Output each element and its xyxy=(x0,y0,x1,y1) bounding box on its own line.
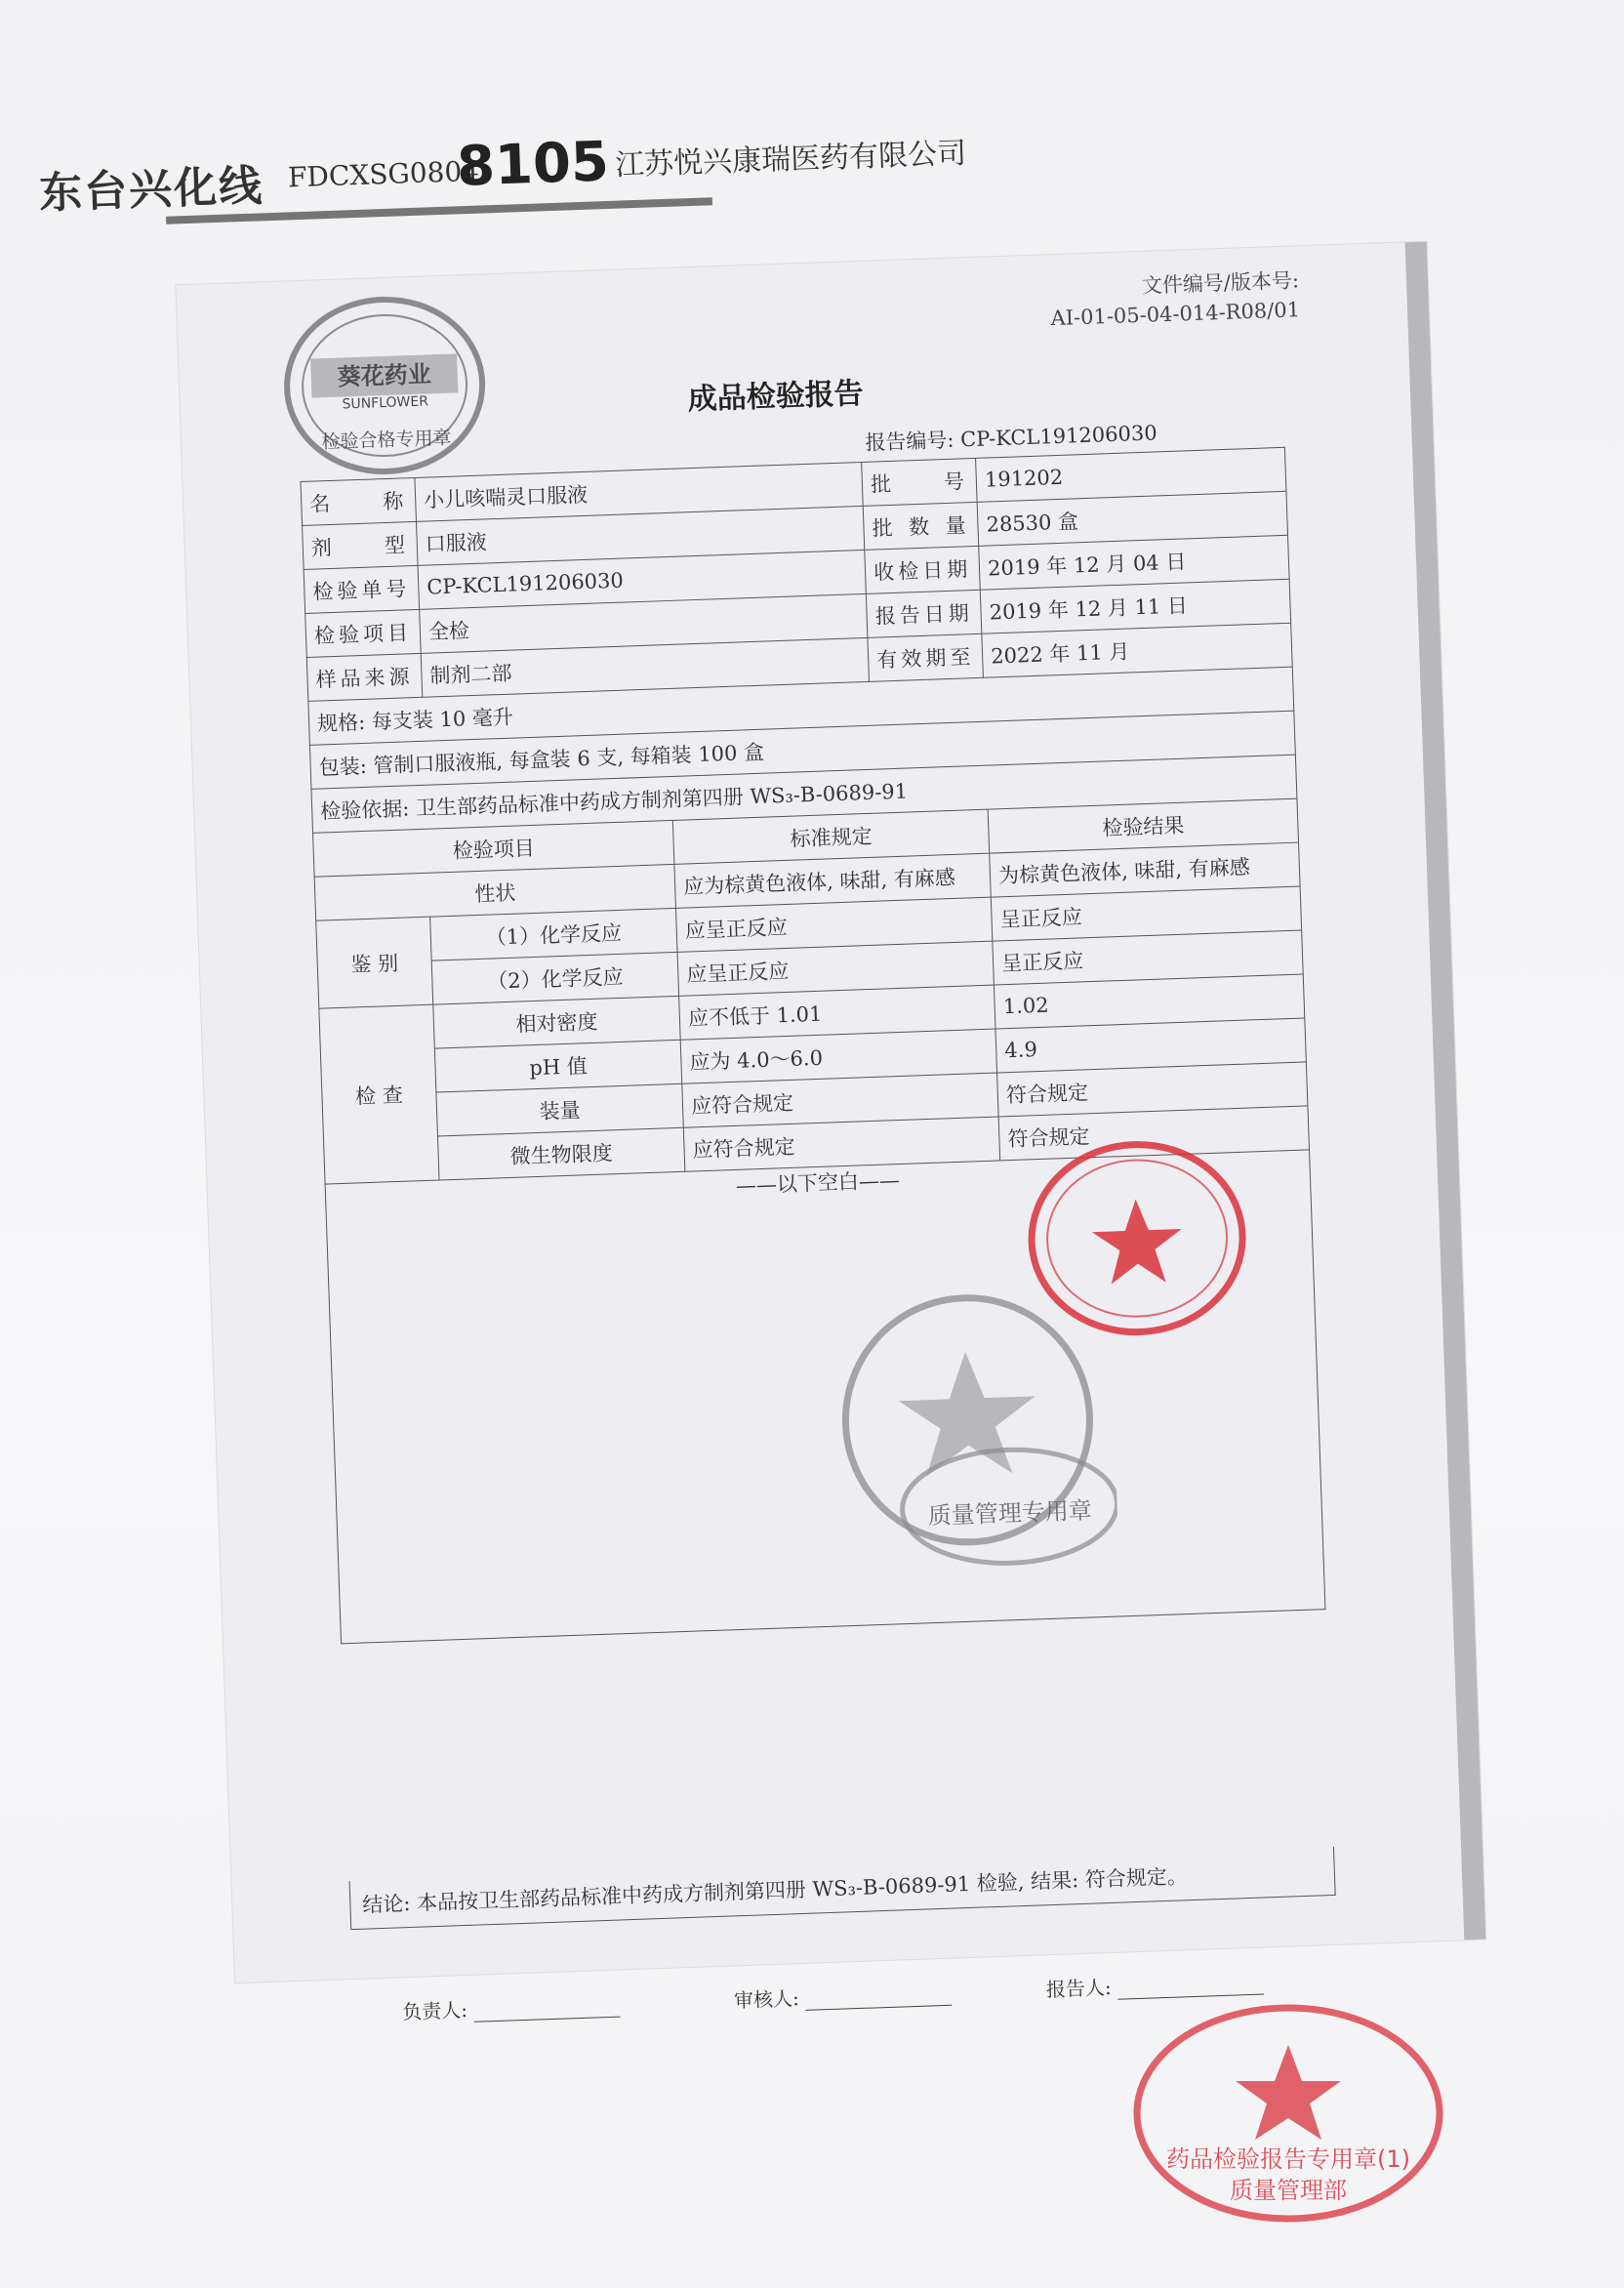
batch-value: 191202 xyxy=(976,447,1286,502)
check-2-name: pH 值 xyxy=(434,1040,681,1092)
identify-1-standard: 应呈正反应 xyxy=(676,897,993,952)
spec-row: 规格: 每支装 10 毫升 xyxy=(308,667,1294,745)
reporter-label: 报告人: xyxy=(1045,1975,1112,2002)
red-seal-stamp xyxy=(1016,1126,1258,1349)
quantity-label: 批数量 xyxy=(863,502,978,550)
check-3-result: 符合规定 xyxy=(997,1062,1308,1117)
expiry-value: 2022 年 11 月 xyxy=(982,623,1292,677)
code-prefix: FDCXSG0804 xyxy=(287,154,480,194)
check-item-label: 检验项目 xyxy=(305,609,421,657)
reviewer-label: 审核人: xyxy=(733,1986,800,2013)
inspection-report-stamp xyxy=(1122,1991,1454,2235)
basis-row: 检验依据: 卫生部药品标准中药成方制剂第四册 WS₃-B-0689-91 xyxy=(311,755,1297,833)
identify-2-name: （2）化学反应 xyxy=(431,952,678,1004)
form-label: 剂 型 xyxy=(303,521,418,569)
col-item-header: 检验项目 xyxy=(313,820,674,877)
check-1-name: 相对密度 xyxy=(433,996,680,1048)
trait-name: 性状 xyxy=(314,864,675,920)
check-4-standard: 应符合规定 xyxy=(683,1117,999,1171)
identify-2-result: 呈正反应 xyxy=(993,930,1303,985)
col-standard-header: 标准规定 xyxy=(672,809,989,864)
bottom-stamp-text: 药品检验报告专用章(1) xyxy=(1166,2145,1410,2173)
name-label: 名 称 xyxy=(301,477,416,525)
seal-brand: 葵花药业 xyxy=(337,360,432,391)
col-result-header: 检验结果 xyxy=(988,798,1298,853)
report-date-label: 报告日期 xyxy=(867,590,982,637)
report-title: 成品检验报告 xyxy=(687,376,865,418)
check-2-result: 4.9 xyxy=(995,1018,1306,1073)
sample-source-value: 制剂二部 xyxy=(421,637,869,697)
file-number-value: AI-01-05-04-014-R08/01 xyxy=(1050,298,1301,331)
batch-label: 批 号 xyxy=(862,458,977,506)
blank-note: ——以下空白—— xyxy=(325,1150,1325,1644)
receive-date-value: 2019 年 12 月 04 日 xyxy=(979,535,1289,590)
identify-1-name: （1）化学反应 xyxy=(430,908,677,960)
identify-1-result: 呈正反应 xyxy=(991,886,1301,941)
check-4-name: 微生物限度 xyxy=(437,1127,684,1180)
responsible-label: 负责人: xyxy=(401,1998,468,2024)
seal-bottom: 检验合格专用章 xyxy=(321,427,452,454)
form-value: 口服液 xyxy=(416,506,864,565)
trait-standard: 应为棕黄色液体, 味甜, 有麻感 xyxy=(674,853,991,908)
identify-2-standard: 应呈正反应 xyxy=(677,941,994,996)
seal-brand-en: SUNFLOWER xyxy=(342,393,429,413)
check-group: 检 查 xyxy=(319,1004,439,1184)
quantity-value: 28530 盒 xyxy=(977,491,1287,546)
company-name: 江苏悦兴康瑞医药有限公司 xyxy=(614,136,967,184)
check-1-standard: 应不低于 1.01 xyxy=(679,985,995,1040)
check-number-label: 检验单号 xyxy=(304,565,419,613)
reviewer-line xyxy=(805,1980,953,2011)
check-item-value: 全检 xyxy=(420,593,868,653)
sample-source-label: 样品来源 xyxy=(306,653,422,701)
header-strip xyxy=(0,115,976,232)
report-table xyxy=(300,447,1325,1645)
name-value: 小儿咳喘灵口服液 xyxy=(415,462,863,521)
check-2-standard: 应为 4.0～6.0 xyxy=(680,1029,996,1083)
report-sheet xyxy=(176,242,1485,2024)
conclusion: 结论: 本品按卫生部药品标准中药成方制剂第四册 WS₃-B-0689-91 检验, 结果: 符合规定。 xyxy=(349,1847,1336,1930)
responsible-signature xyxy=(402,1989,621,2025)
check-3-standard: 应符合规定 xyxy=(682,1073,998,1127)
trait-result: 为棕黄色液体, 味甜, 有麻感 xyxy=(990,842,1300,897)
check-1-result: 1.02 xyxy=(995,974,1305,1029)
identify-group: 鉴 别 xyxy=(316,917,433,1008)
report-number: 报告编号: CP-KCL191206030 xyxy=(865,421,1157,455)
reviewer-signature xyxy=(734,1978,953,2014)
check-4-result: 符合规定 xyxy=(998,1106,1309,1161)
bottom-stamp-sub: 质量管理部 xyxy=(1230,2177,1347,2204)
code-number: 8105 xyxy=(455,130,610,199)
receive-date-label: 收检日期 xyxy=(865,546,980,593)
check-3-name: 装量 xyxy=(436,1083,683,1136)
check-number-value: CP-KCL191206030 xyxy=(418,550,866,609)
file-number-label: 文件编号/版本号: xyxy=(1141,268,1300,298)
report-date-value: 2019 年 12 月 11 日 xyxy=(980,579,1290,633)
line-name: 东台兴化线 xyxy=(38,160,264,219)
file-number xyxy=(1049,266,1300,333)
quality-seal-stamp xyxy=(269,284,501,487)
package-row: 包装: 管制口服液瓶, 每盒装 6 支, 每箱装 100 盒 xyxy=(309,711,1295,789)
center-stamp-text: 质量管理专用章 xyxy=(927,1496,1093,1531)
responsible-line xyxy=(473,1991,621,2022)
expiry-label: 有效期至 xyxy=(868,633,983,681)
